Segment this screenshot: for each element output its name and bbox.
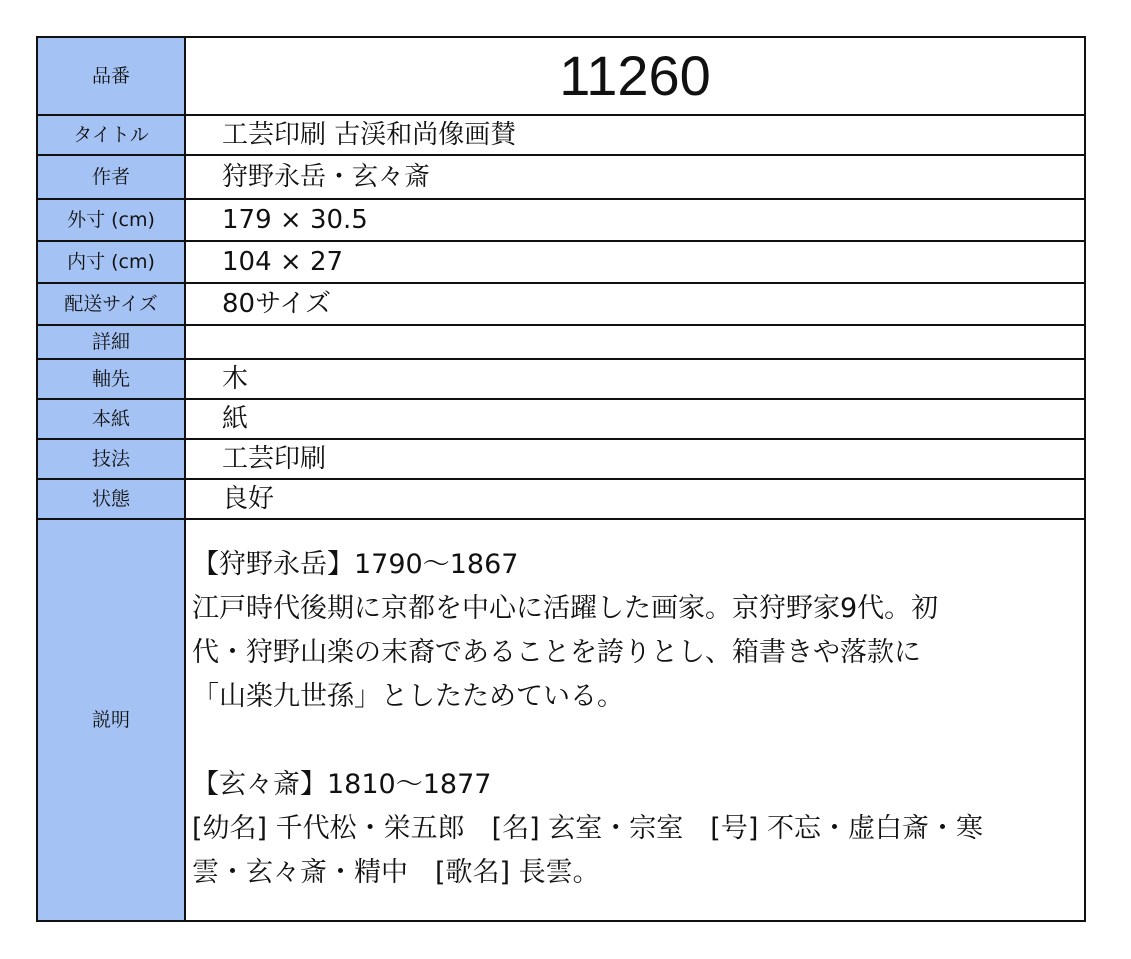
technique-label: 技法	[37, 439, 185, 479]
base-material-value: 紙	[185, 399, 1085, 439]
spec-row-roller-end	[37, 359, 1085, 399]
description-spacer	[192, 719, 1074, 763]
description-line: 【狩野永岳】1790〜1867	[192, 549, 519, 580]
spec-row-outer-size	[37, 199, 1085, 241]
description-label: 説明	[37, 519, 185, 921]
title-value: 工芸印刷 古渓和尚像画賛	[185, 115, 1085, 155]
condition-label: 状態	[37, 479, 185, 519]
roller-end-value: 木	[185, 359, 1085, 399]
spec-row-condition	[37, 479, 1085, 519]
spec-row-author	[37, 155, 1085, 199]
author-value: 狩野永岳・玄々斎	[185, 155, 1085, 199]
inner-size-label: 内寸 (cm)	[37, 241, 185, 283]
spec-row-inner-size	[37, 241, 1085, 283]
description-value	[185, 519, 1085, 921]
description-line: [幼名] 千代松・栄五郎 [名] 玄室・宗室 [号] 不忘・虚白斎・寒	[192, 813, 983, 844]
title-label: タイトル	[37, 115, 185, 155]
details-value	[185, 325, 1085, 359]
spec-row-details	[37, 325, 1085, 359]
outer-size-label: 外寸 (cm)	[37, 199, 185, 241]
roller-end-label: 軸先	[37, 359, 185, 399]
shipping-size-label: 配送サイズ	[37, 283, 185, 325]
description-line: 江戸時代後期に京都を中心に活躍した画家。京狩野家9代。初	[192, 593, 939, 624]
condition-value: 良好	[185, 479, 1085, 519]
spec-row-title	[37, 115, 1085, 155]
base-material-label: 本紙	[37, 399, 185, 439]
spec-row-description	[37, 519, 1085, 921]
number-label: 品番	[37, 37, 185, 115]
technique-value: 工芸印刷	[185, 439, 1085, 479]
spec-row-technique	[37, 439, 1085, 479]
spec-row-base-material	[37, 399, 1085, 439]
description-line: 代・狩野山楽の末裔であることを誇りとし、箱書きや落款に	[192, 637, 921, 668]
spec-row-shipping-size	[37, 283, 1085, 325]
shipping-size-value: 80サイズ	[185, 283, 1085, 325]
item-number: 11260	[185, 37, 1085, 115]
author-label: 作者	[37, 155, 185, 199]
spec-row-number	[37, 37, 1085, 115]
item-spec-table	[36, 36, 1086, 922]
description-line: 雲・玄々斎・精中 [歌名] 長雲。	[192, 857, 600, 888]
description-line: 【玄々斎】1810〜1877	[192, 769, 492, 800]
inner-size-value: 104 × 27	[185, 241, 1085, 283]
outer-size-value: 179 × 30.5	[185, 199, 1085, 241]
details-label: 詳細	[37, 325, 185, 359]
description-line: 「山楽九世孫」としたためている。	[192, 681, 624, 712]
